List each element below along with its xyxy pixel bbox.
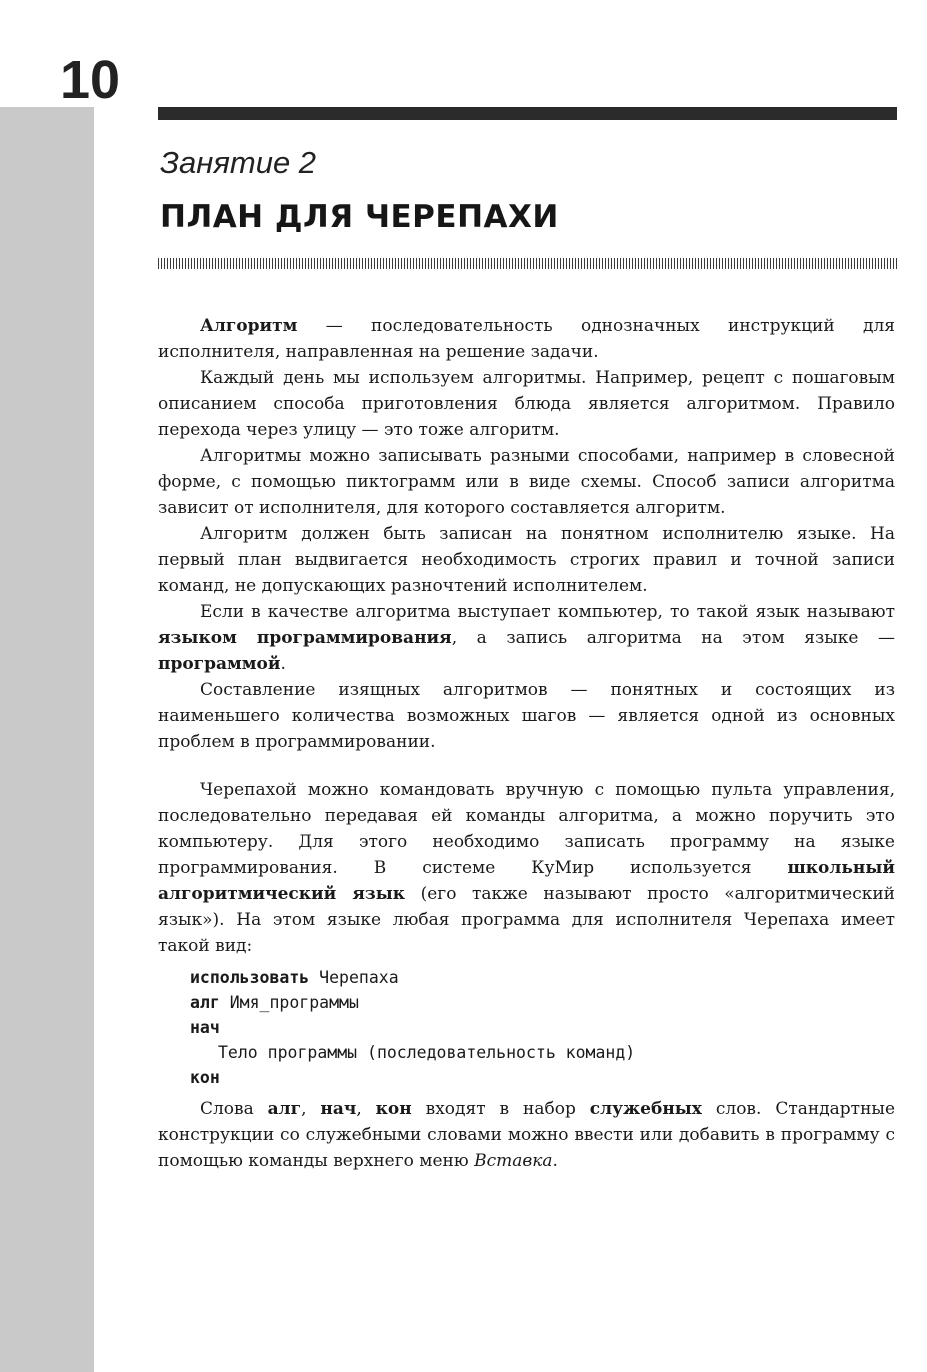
code-line-begin: нач (190, 1018, 220, 1037)
side-margin-band (0, 107, 94, 1372)
main-text (158, 313, 895, 1174)
menu-insert: Вставка (474, 1151, 553, 1171)
top-rule (158, 107, 897, 120)
code-line-alg: алг Имя_программы (190, 993, 359, 1012)
paragraph-ways: Алгоритмы можно записывать разными способами, например в словесной форме, с помощью пиктограмм или в виде схемы. Способ записи алгоритма зависит от исполнителя, для которого составляется алгоритм. (158, 446, 895, 518)
code-sample (190, 965, 895, 1090)
paragraph-programming: Если в качестве алгоритма выступает компьютер, то такой язык называют языком программирования, а запись алгоритма на этом языке — программой. (158, 602, 895, 674)
code-line-use: использовать Черепаха (190, 968, 399, 987)
section-gap (158, 755, 895, 777)
keyword-alg: алг (267, 1099, 302, 1119)
paragraph-language: Алгоритм должен быть записан на понятном исполнителю языке. На первый план выдвигается необходимость строгих правил и точной записи команд, не допускающих разночтений исполнителем. (158, 524, 895, 596)
page-number: 10 (60, 50, 121, 110)
keyword-nach: нач (320, 1099, 357, 1119)
paragraph-definition: Алгоритм — последовательность однозначных инструкций для исполнителя, направленная на решение задачи. (158, 316, 895, 362)
paragraph-elegant: Составление изящных алгоритмов — понятных и состоящих из наименьшего количества возможных шагов — является одной из основных проблем в программировании. (158, 680, 895, 752)
lesson-heading: Занятие 2 (160, 145, 317, 180)
paragraph-examples: Каждый день мы используем алгоритмы. Например, рецепт с пошаговым описанием способа приготовления блюда является алгоритмом. Правило перехода через улицу — это тоже алгоритм. (158, 368, 895, 440)
paragraph-keywords: Слова алг, нач, кон входят в набор служебных слов. Стандартные конструкции со служебными словами можно ввести или добавить в программу с помощью команды верхнего меню Вставка. (158, 1099, 896, 1171)
term-service-words: служебных (589, 1099, 702, 1119)
code-line-end: кон (190, 1068, 220, 1087)
code-line-body: Тело программы (последовательность команд) (218, 1043, 636, 1062)
term-programming-language: языком программирования (158, 628, 452, 648)
term-algorithm: Алгоритм (200, 316, 298, 336)
keyword-kon: кон (375, 1099, 412, 1119)
chapter-title: ПЛАН ДЛЯ ЧЕРЕПАХИ (160, 199, 559, 235)
term-school-language: школьный алгоритмический язык (158, 858, 895, 904)
paragraph-kumir: Черепахой можно командовать вручную с помощью пульта управления, последовательно передавая ей команды алгоритма, а можно поручить это компьютеру. Для этого необходимо записать программу на языке программирования. В системе КуМир используется школьный алгоритмический язык (его также называют просто «алгоритмический язык»). На этом языке любая программа для исполнителя Черепаха имеет такой вид: (158, 780, 896, 956)
term-program: программой (158, 654, 281, 674)
hatched-divider (158, 258, 897, 269)
